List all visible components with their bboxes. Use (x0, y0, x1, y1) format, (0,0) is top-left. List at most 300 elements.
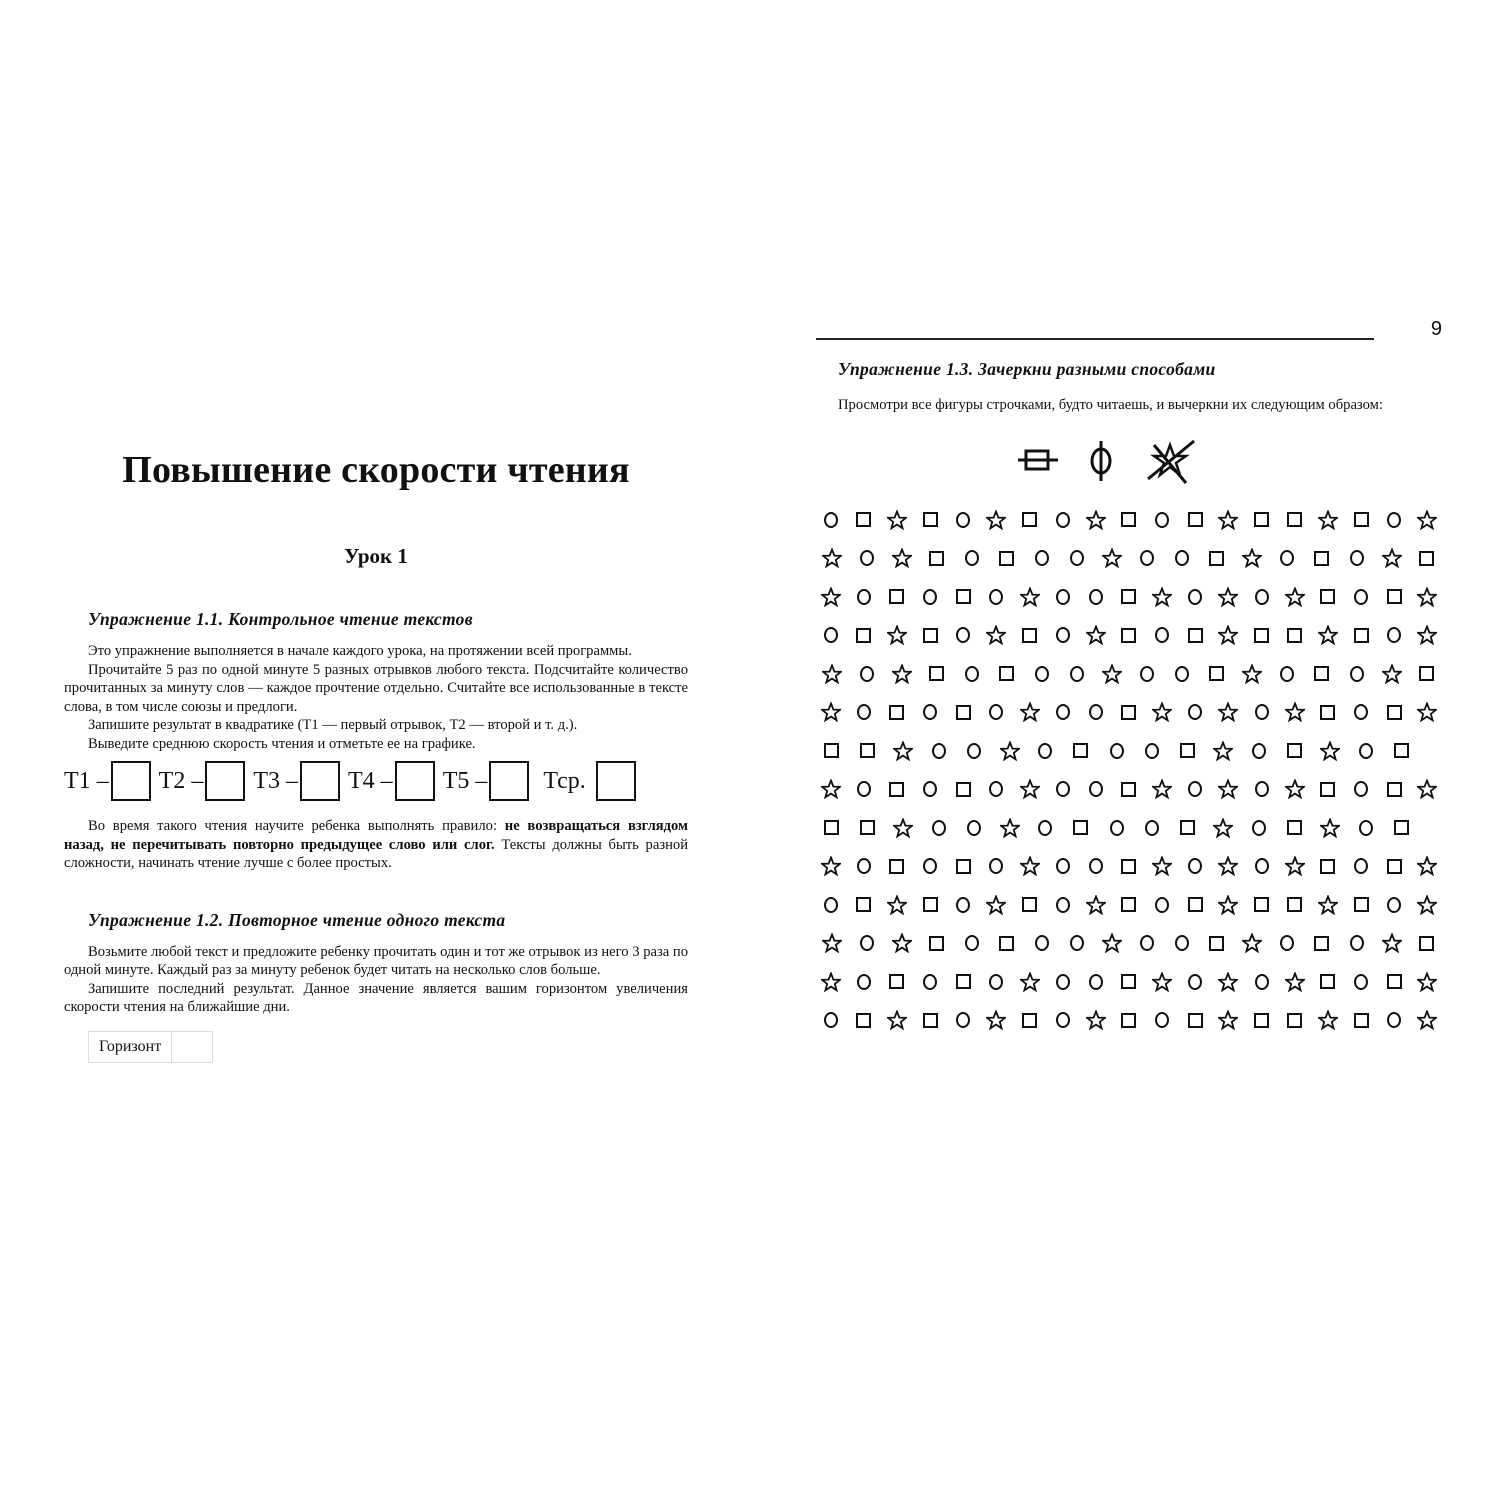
exercise-1-title: Упражнение 1.1. Контрольное чтение текстов (88, 609, 473, 629)
star-shape-icon[interactable] (814, 546, 849, 570)
page-title: Повышение скорости чтения (122, 449, 630, 491)
star-shape-icon[interactable] (1411, 854, 1444, 878)
circle-shape-icon[interactable] (1134, 739, 1170, 763)
star-shape-icon[interactable] (980, 893, 1013, 917)
circle-shape-icon[interactable] (980, 970, 1013, 994)
exercise-1-paragraph-4: Выведите среднюю скорость чтения и отметьте ее на графике. (88, 735, 476, 752)
square-shape-icon[interactable] (1345, 508, 1378, 532)
square-shape-icon[interactable] (1199, 546, 1234, 570)
square-shape-icon[interactable] (947, 970, 980, 994)
star-shape-icon[interactable] (1013, 700, 1046, 724)
shape-row (814, 1001, 1444, 1040)
square-shape-icon[interactable] (1378, 854, 1411, 878)
circle-shape-icon[interactable] (1129, 931, 1164, 955)
page-header (814, 318, 1444, 344)
star-shape-icon[interactable] (1374, 546, 1409, 570)
result-box-t5[interactable] (443, 759, 530, 803)
star-shape-icon[interactable] (814, 662, 849, 686)
square-shape-icon[interactable] (919, 662, 954, 686)
star-shape-icon[interactable] (1312, 739, 1348, 763)
left-page (64, 440, 688, 1063)
result-input-square[interactable] (300, 761, 340, 801)
square-shape-icon[interactable] (1345, 893, 1378, 917)
square-shape-icon[interactable] (1112, 508, 1145, 532)
shape-row (814, 809, 1444, 848)
circle-shape-icon[interactable] (921, 739, 957, 763)
star-shape-icon[interactable] (1206, 739, 1242, 763)
horizon-field[interactable] (88, 1031, 688, 1063)
star-shape-icon[interactable] (1411, 508, 1444, 532)
square-shape-icon[interactable] (1378, 700, 1411, 724)
square-shape-icon[interactable] (1278, 1008, 1311, 1032)
square-shape-icon[interactable] (1378, 970, 1411, 994)
square-shape-icon[interactable] (1409, 662, 1444, 686)
circle-shape-icon[interactable] (847, 970, 880, 994)
square-shape-icon[interactable] (989, 546, 1024, 570)
circle-shape-icon[interactable] (913, 700, 946, 724)
star-shape-icon[interactable] (1311, 623, 1344, 647)
shape-row (814, 616, 1444, 655)
result-input-square[interactable] (205, 761, 245, 801)
star-shape-icon[interactable] (1079, 893, 1112, 917)
square-shape-icon[interactable] (947, 585, 980, 609)
square-shape-icon[interactable] (847, 893, 880, 917)
star-shape-icon[interactable] (1411, 777, 1444, 801)
square-shape-icon[interactable] (847, 1008, 880, 1032)
circle-shape-icon[interactable] (1179, 777, 1212, 801)
circle-shape-icon[interactable] (1339, 931, 1374, 955)
square-shape-icon[interactable] (913, 508, 946, 532)
star-shape-icon[interactable] (814, 700, 847, 724)
star-shape-icon[interactable] (1094, 662, 1129, 686)
square-shape-icon[interactable] (814, 816, 850, 840)
star-shape-icon[interactable] (814, 931, 849, 955)
circle-shape-icon[interactable] (947, 623, 980, 647)
star-shape-icon[interactable] (1146, 585, 1179, 609)
circle-shape-icon[interactable] (1146, 508, 1179, 532)
star-shape-icon[interactable] (1079, 1008, 1112, 1032)
circle-shape-icon[interactable] (814, 508, 847, 532)
circle-shape-icon[interactable] (1079, 970, 1112, 994)
square-shape-icon[interactable] (913, 623, 946, 647)
square-shape-icon[interactable] (1304, 931, 1339, 955)
square-shape-icon[interactable] (989, 662, 1024, 686)
circle-shape-icon[interactable] (954, 931, 989, 955)
star-shape-icon[interactable] (880, 623, 913, 647)
result-box-label: Т3 – (253, 768, 299, 794)
star-shape-icon[interactable] (1212, 854, 1245, 878)
square-shape-icon[interactable] (1277, 816, 1313, 840)
star-shape-icon[interactable] (1234, 931, 1269, 955)
circle-shape-icon[interactable] (1024, 546, 1059, 570)
square-shape-icon[interactable] (913, 1008, 946, 1032)
circle-shape-icon[interactable] (1339, 546, 1374, 570)
square-shape-icon[interactable] (1378, 777, 1411, 801)
star-shape-icon[interactable] (980, 623, 1013, 647)
circle-shape-icon[interactable] (1241, 816, 1277, 840)
circle-shape-icon[interactable] (1079, 854, 1112, 878)
result-box-t1[interactable] (64, 759, 151, 803)
star-shape-icon[interactable] (1234, 546, 1269, 570)
circle-shape-icon[interactable] (956, 739, 992, 763)
right-page (814, 318, 1444, 1040)
result-box-t2[interactable] (159, 759, 246, 803)
star-shape-icon[interactable] (1411, 700, 1444, 724)
square-shape-icon[interactable] (1278, 623, 1311, 647)
shape-row (814, 693, 1444, 732)
circle-shape-icon[interactable] (913, 854, 946, 878)
square-shape-icon[interactable] (1112, 700, 1145, 724)
square-shape-icon[interactable] (1245, 893, 1278, 917)
circle-shape-icon[interactable] (847, 585, 880, 609)
circle-shape-icon[interactable] (814, 893, 847, 917)
star-shape-icon[interactable] (885, 816, 921, 840)
circle-shape-icon[interactable] (954, 546, 989, 570)
star-shape-icon[interactable] (1013, 585, 1046, 609)
circle-shape-icon[interactable] (849, 662, 884, 686)
star-shape-icon[interactable] (1206, 816, 1242, 840)
square-shape-icon[interactable] (1112, 893, 1145, 917)
square-shape-icon[interactable] (1345, 1008, 1378, 1032)
star-shape-icon[interactable] (992, 816, 1028, 840)
circle-shape-icon[interactable] (1345, 854, 1378, 878)
circle-shape-icon[interactable] (1079, 777, 1112, 801)
square-shape-icon[interactable] (880, 854, 913, 878)
square-shape-icon[interactable] (814, 739, 850, 763)
square-shape-icon[interactable] (947, 854, 980, 878)
circle-shape-icon[interactable] (1028, 739, 1064, 763)
circle-shape-icon[interactable] (1059, 546, 1094, 570)
star-shape-icon[interactable] (1411, 1008, 1444, 1032)
square-shape-icon[interactable] (1063, 816, 1099, 840)
star-shape-icon[interactable] (1311, 508, 1344, 532)
star-shape-icon[interactable] (1411, 970, 1444, 994)
star-shape-icon[interactable] (814, 585, 847, 609)
result-input-square[interactable] (596, 761, 636, 801)
circle-shape-icon[interactable] (1146, 893, 1179, 917)
circle-shape-icon[interactable] (980, 777, 1013, 801)
square-shape-icon[interactable] (850, 739, 886, 763)
star-shape-icon[interactable] (1146, 777, 1179, 801)
result-input-square[interactable] (111, 761, 151, 801)
circle-shape-icon[interactable] (1164, 931, 1199, 955)
square-shape-icon[interactable] (880, 585, 913, 609)
result-input-square[interactable] (395, 761, 435, 801)
circle-shape-icon[interactable] (1146, 623, 1179, 647)
star-shape-icon[interactable] (1278, 777, 1311, 801)
circle-shape-icon[interactable] (814, 1008, 847, 1032)
square-shape-icon[interactable] (1311, 700, 1344, 724)
circle-shape-icon[interactable] (1079, 700, 1112, 724)
star-shape-icon[interactable] (814, 854, 847, 878)
circle-shape-icon[interactable] (1028, 816, 1064, 840)
circle-shape-icon[interactable] (1345, 777, 1378, 801)
circle-shape-icon[interactable] (947, 893, 980, 917)
circle-shape-icon[interactable] (1046, 1008, 1079, 1032)
square-shape-icon[interactable] (1199, 662, 1234, 686)
circle-shape-icon[interactable] (1179, 970, 1212, 994)
star-shape-icon[interactable] (884, 662, 919, 686)
square-shape-icon[interactable] (847, 623, 880, 647)
circle-shape-icon[interactable] (913, 585, 946, 609)
star-shape-icon[interactable] (1094, 931, 1129, 955)
result-box-tavg[interactable] (543, 759, 635, 803)
star-shape-icon[interactable] (1013, 970, 1046, 994)
circle-shape-icon[interactable] (1024, 662, 1059, 686)
square-shape-icon[interactable] (1013, 1008, 1046, 1032)
square-shape-icon[interactable] (1112, 623, 1145, 647)
square-shape-icon[interactable] (880, 700, 913, 724)
star-shape-icon[interactable] (885, 739, 921, 763)
star-shape-icon[interactable] (1411, 585, 1444, 609)
crossed-star-icon (1142, 435, 1198, 487)
circle-shape-icon[interactable] (980, 700, 1013, 724)
star-shape-icon[interactable] (1013, 854, 1046, 878)
star-shape-icon[interactable] (1234, 662, 1269, 686)
star-shape-icon[interactable] (1212, 1008, 1245, 1032)
circle-shape-icon[interactable] (1059, 931, 1094, 955)
star-shape-icon[interactable] (980, 508, 1013, 532)
circle-shape-icon[interactable] (1129, 662, 1164, 686)
circle-shape-icon[interactable] (1046, 893, 1079, 917)
circle-shape-icon[interactable] (980, 585, 1013, 609)
square-shape-icon[interactable] (1378, 585, 1411, 609)
circle-shape-icon[interactable] (1245, 970, 1278, 994)
star-shape-icon[interactable] (1411, 623, 1444, 647)
star-shape-icon[interactable] (1278, 700, 1311, 724)
square-shape-icon[interactable] (1112, 970, 1145, 994)
star-shape-icon[interactable] (1094, 546, 1129, 570)
circle-shape-icon[interactable] (1164, 662, 1199, 686)
circle-shape-icon[interactable] (947, 508, 980, 532)
star-shape-icon[interactable] (1278, 970, 1311, 994)
exercise-1-paragraph-1: Это упражнение выполняется в начале каждого урока, на протяжении всей программы. (88, 643, 632, 659)
circle-shape-icon[interactable] (847, 700, 880, 724)
circle-shape-icon[interactable] (913, 970, 946, 994)
circle-shape-icon[interactable] (1348, 739, 1384, 763)
square-shape-icon[interactable] (1409, 546, 1444, 570)
crossed-circle-icon (1086, 439, 1116, 483)
square-shape-icon[interactable] (1112, 1008, 1145, 1032)
circle-shape-icon[interactable] (1146, 1008, 1179, 1032)
circle-shape-icon[interactable] (1378, 508, 1411, 532)
circle-shape-icon[interactable] (1059, 662, 1094, 686)
star-shape-icon[interactable] (1374, 662, 1409, 686)
star-shape-icon[interactable] (1146, 700, 1179, 724)
circle-shape-icon[interactable] (1099, 739, 1135, 763)
crossed-square-icon (1016, 443, 1060, 479)
circle-shape-icon[interactable] (1099, 816, 1135, 840)
star-shape-icon[interactable] (1079, 508, 1112, 532)
circle-shape-icon[interactable] (1345, 970, 1378, 994)
square-shape-icon[interactable] (919, 931, 954, 955)
shape-row (814, 886, 1444, 925)
star-shape-icon[interactable] (1278, 854, 1311, 878)
circle-shape-icon[interactable] (849, 931, 884, 955)
circle-shape-icon[interactable] (1245, 854, 1278, 878)
star-shape-icon[interactable] (1212, 777, 1245, 801)
result-box-label: Т1 – (64, 768, 109, 794)
circle-shape-icon[interactable] (1378, 1008, 1411, 1032)
square-shape-icon[interactable] (1384, 739, 1420, 763)
square-shape-icon[interactable] (1179, 893, 1212, 917)
result-box-label: Тср. (543, 768, 586, 794)
star-shape-icon[interactable] (1212, 700, 1245, 724)
circle-shape-icon[interactable] (1339, 662, 1374, 686)
square-shape-icon[interactable] (880, 777, 913, 801)
circle-shape-icon[interactable] (1134, 816, 1170, 840)
square-shape-icon[interactable] (1170, 739, 1206, 763)
star-shape-icon[interactable] (980, 1008, 1013, 1032)
star-shape-icon[interactable] (880, 1008, 913, 1032)
circle-shape-icon[interactable] (1046, 585, 1079, 609)
square-shape-icon[interactable] (913, 893, 946, 917)
circle-shape-icon[interactable] (1129, 546, 1164, 570)
result-box-label: Т2 – (158, 768, 204, 794)
star-shape-icon[interactable] (1212, 893, 1245, 917)
circle-shape-icon[interactable] (1245, 700, 1278, 724)
circle-shape-icon[interactable] (956, 816, 992, 840)
square-shape-icon[interactable] (1278, 893, 1311, 917)
star-shape-icon[interactable] (1079, 623, 1112, 647)
square-shape-icon[interactable] (1245, 508, 1278, 532)
star-shape-icon[interactable] (814, 777, 847, 801)
result-box-t4[interactable] (348, 759, 435, 803)
shape-row (814, 924, 1444, 963)
header-rule (816, 338, 1374, 340)
circle-shape-icon[interactable] (1179, 854, 1212, 878)
circle-shape-icon[interactable] (1241, 739, 1277, 763)
star-shape-icon[interactable] (1278, 585, 1311, 609)
circle-shape-icon[interactable] (1269, 546, 1304, 570)
circle-shape-icon[interactable] (1179, 585, 1212, 609)
square-shape-icon[interactable] (850, 816, 886, 840)
star-shape-icon[interactable] (814, 970, 847, 994)
circle-shape-icon[interactable] (980, 854, 1013, 878)
horizon-input-box[interactable] (172, 1031, 213, 1063)
circle-shape-icon[interactable] (947, 1008, 980, 1032)
square-shape-icon[interactable] (1199, 931, 1234, 955)
exercise-3-instruction: Просмотри все фигуры строчками, будто читаешь, и вычеркни их следующим образом: (838, 397, 1383, 413)
circle-shape-icon[interactable] (1269, 931, 1304, 955)
star-shape-icon[interactable] (1311, 893, 1344, 917)
shape-row (814, 501, 1444, 540)
circle-shape-icon[interactable] (1079, 585, 1112, 609)
square-shape-icon[interactable] (1311, 777, 1344, 801)
page-number: 9 (1430, 318, 1442, 340)
exercise-3-title: Упражнение 1.3. Зачеркни разными способами (838, 359, 1216, 379)
square-shape-icon[interactable] (1013, 508, 1046, 532)
square-shape-icon[interactable] (1384, 816, 1420, 840)
circle-shape-icon[interactable] (1046, 970, 1079, 994)
circle-shape-icon[interactable] (954, 662, 989, 686)
circle-shape-icon[interactable] (847, 777, 880, 801)
circle-shape-icon[interactable] (921, 816, 957, 840)
circle-shape-icon[interactable] (1046, 700, 1079, 724)
circle-shape-icon[interactable] (1046, 623, 1079, 647)
star-shape-icon[interactable] (1312, 816, 1348, 840)
star-shape-icon[interactable] (1212, 585, 1245, 609)
result-input-square[interactable] (489, 761, 529, 801)
square-shape-icon[interactable] (947, 700, 980, 724)
square-shape-icon[interactable] (1345, 623, 1378, 647)
square-shape-icon[interactable] (1277, 739, 1313, 763)
star-shape-icon[interactable] (1411, 893, 1444, 917)
circle-shape-icon[interactable] (1046, 508, 1079, 532)
circle-shape-icon[interactable] (1345, 700, 1378, 724)
circle-shape-icon[interactable] (1046, 854, 1079, 878)
result-box-t3[interactable] (253, 759, 340, 803)
square-shape-icon[interactable] (1112, 777, 1145, 801)
square-shape-icon[interactable] (880, 970, 913, 994)
star-shape-icon[interactable] (884, 546, 919, 570)
square-shape-icon[interactable] (1311, 854, 1344, 878)
circle-shape-icon[interactable] (1046, 777, 1079, 801)
exercise-2-paragraph-2: Запишите последний результат. Данное значение является вашим горизонтом увеличения скорости чтения на ближайшие дни. (64, 980, 688, 1015)
square-shape-icon[interactable] (1304, 546, 1339, 570)
star-shape-icon[interactable] (884, 931, 919, 955)
circle-shape-icon[interactable] (1378, 623, 1411, 647)
square-shape-icon[interactable] (1245, 623, 1278, 647)
square-shape-icon[interactable] (1311, 970, 1344, 994)
circle-shape-icon[interactable] (1024, 931, 1059, 955)
circle-shape-icon[interactable] (847, 854, 880, 878)
square-shape-icon[interactable] (989, 931, 1024, 955)
square-shape-icon[interactable] (1179, 623, 1212, 647)
square-shape-icon[interactable] (919, 546, 954, 570)
square-shape-icon[interactable] (1063, 739, 1099, 763)
square-shape-icon[interactable] (947, 777, 980, 801)
square-shape-icon[interactable] (1112, 585, 1145, 609)
square-shape-icon[interactable] (1245, 1008, 1278, 1032)
square-shape-icon[interactable] (1311, 585, 1344, 609)
circle-shape-icon[interactable] (1378, 893, 1411, 917)
square-shape-icon[interactable] (1179, 1008, 1212, 1032)
square-shape-icon[interactable] (1179, 508, 1212, 532)
circle-shape-icon[interactable] (1245, 585, 1278, 609)
exercise-1-paragraph-3: Запишите результат в квадратике (Т1 — первый отрывок, Т2 — второй и т. д.). (88, 717, 578, 733)
star-shape-icon[interactable] (880, 893, 913, 917)
star-shape-icon[interactable] (1212, 970, 1245, 994)
star-shape-icon[interactable] (880, 508, 913, 532)
star-shape-icon[interactable] (1146, 970, 1179, 994)
square-shape-icon[interactable] (1409, 931, 1444, 955)
star-shape-icon[interactable] (992, 739, 1028, 763)
circle-shape-icon[interactable] (1345, 585, 1378, 609)
square-shape-icon[interactable] (1170, 816, 1206, 840)
star-shape-icon[interactable] (1311, 1008, 1344, 1032)
star-shape-icon[interactable] (1212, 623, 1245, 647)
star-shape-icon[interactable] (1013, 777, 1046, 801)
circle-shape-icon[interactable] (1179, 700, 1212, 724)
square-shape-icon[interactable] (1112, 854, 1145, 878)
circle-shape-icon[interactable] (1269, 662, 1304, 686)
circle-shape-icon[interactable] (1164, 546, 1199, 570)
square-shape-icon[interactable] (1304, 662, 1339, 686)
square-shape-icon[interactable] (1278, 508, 1311, 532)
circle-shape-icon[interactable] (1348, 816, 1384, 840)
square-shape-icon[interactable] (1013, 893, 1046, 917)
circle-shape-icon[interactable] (814, 623, 847, 647)
square-shape-icon[interactable] (847, 508, 880, 532)
star-shape-icon[interactable] (1146, 854, 1179, 878)
circle-shape-icon[interactable] (849, 546, 884, 570)
circle-shape-icon[interactable] (913, 777, 946, 801)
circle-shape-icon[interactable] (1245, 777, 1278, 801)
star-shape-icon[interactable] (1374, 931, 1409, 955)
square-shape-icon[interactable] (1013, 623, 1046, 647)
star-shape-icon[interactable] (1212, 508, 1245, 532)
